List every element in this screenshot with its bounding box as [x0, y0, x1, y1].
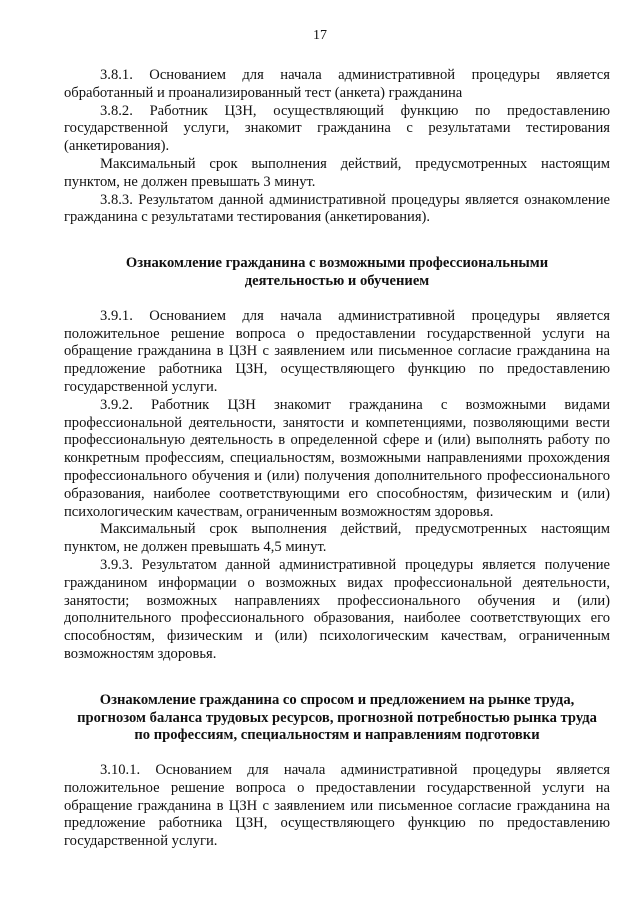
paragraph-3-9-2-time-limit: Максимальный срок выполнения действий, предусмотренных настоящим пунктом, не должен превышать 4,5 минут.: [64, 521, 610, 556]
paragraph-3-8-3: 3.8.3. Результатом данной административной процедуры является ознакомление гражданина с результатами тестирования (анкетирования).: [64, 191, 610, 226]
paragraph-3-8-1: 3.8.1. Основанием для начала административной процедуры является обработанный и проанализированный тест (анкета) гражданина: [64, 67, 610, 101]
heading-line: прогнозом баланса трудовых ресурсов, прогнозной потребностью рынка труда: [77, 709, 597, 726]
spacer: [64, 291, 610, 308]
page-content: [64, 67, 610, 851]
spacer: [64, 227, 610, 255]
heading-line: Ознакомление гражданина со спросом и предложением на рынке труда,: [99, 691, 575, 708]
spacer: [64, 664, 610, 692]
paragraph-3-9-2: 3.9.2. Работник ЦЗН знакомит гражданина с возможными видами профессиональной деятельности, занятости и компетенциями, позволяющими вести профессиональную деятельность в определенной сфере и (или) выполнять работу по конкретным профессиям, специальностям, возможными направлениями прохождения профессионального обучения и (или) получения дополнительного профессионального образования, наиболее соответствующими его способностям, физическим и (или) психологическим качествам, ограниченным возможностям здоровья.: [64, 396, 610, 520]
page-number: 17: [313, 28, 327, 43]
heading-line: деятельностью и обучением: [244, 272, 430, 289]
paragraph-3-10-1: 3.10.1. Основанием для начала административной процедуры является положительное решение вопроса о предоставлении государственной услуги на обращение гражданина в ЦЗН с заявлением или письменное согласие гражданина на предложение работника ЦЗН, осуществляющего функцию по предоставлению государственной услуги.: [64, 762, 610, 850]
paragraph-3-8-2: 3.8.2. Работник ЦЗН, осуществляющий функцию по предоставлению государственной услуги, знакомит гражданина с результатами тестирования (анкетирования).: [64, 102, 610, 155]
paragraph-3-9-1: 3.9.1. Основанием для начала административной процедуры является положительное решение вопроса о предоставлении государственной услуги на обращение гражданина в ЦЗН с заявлением или письменное согласие гражданина на предложение работника ЦЗН, осуществляющего функцию по предоставлению государственной услуги.: [64, 307, 610, 395]
section-heading-3-9: [64, 255, 610, 291]
heading-line: по профессиям, специальностям и направлениям подготовки: [134, 727, 540, 744]
heading-line: Ознакомление гражданина с возможными профессиональными: [125, 255, 549, 272]
section-heading-3-10: [64, 692, 610, 745]
paragraph-3-8-2-time-limit: Максимальный срок выполнения действий, предусмотренных настоящим пунктом, не должен превышать 3 минут.: [64, 155, 610, 190]
paragraph-3-9-3: 3.9.3. Результатом данной административной процедуры является получение гражданином информации о возможных видах профессиональной деятельности, занятости; возможных направлениях профессионального обучения и (или) дополнительного профессионального образования, наиболее соответствующих его способностям, физическим и (или) психологическим качествам, ограниченным возможностям здоровья.: [64, 556, 610, 662]
spacer: [64, 745, 610, 762]
